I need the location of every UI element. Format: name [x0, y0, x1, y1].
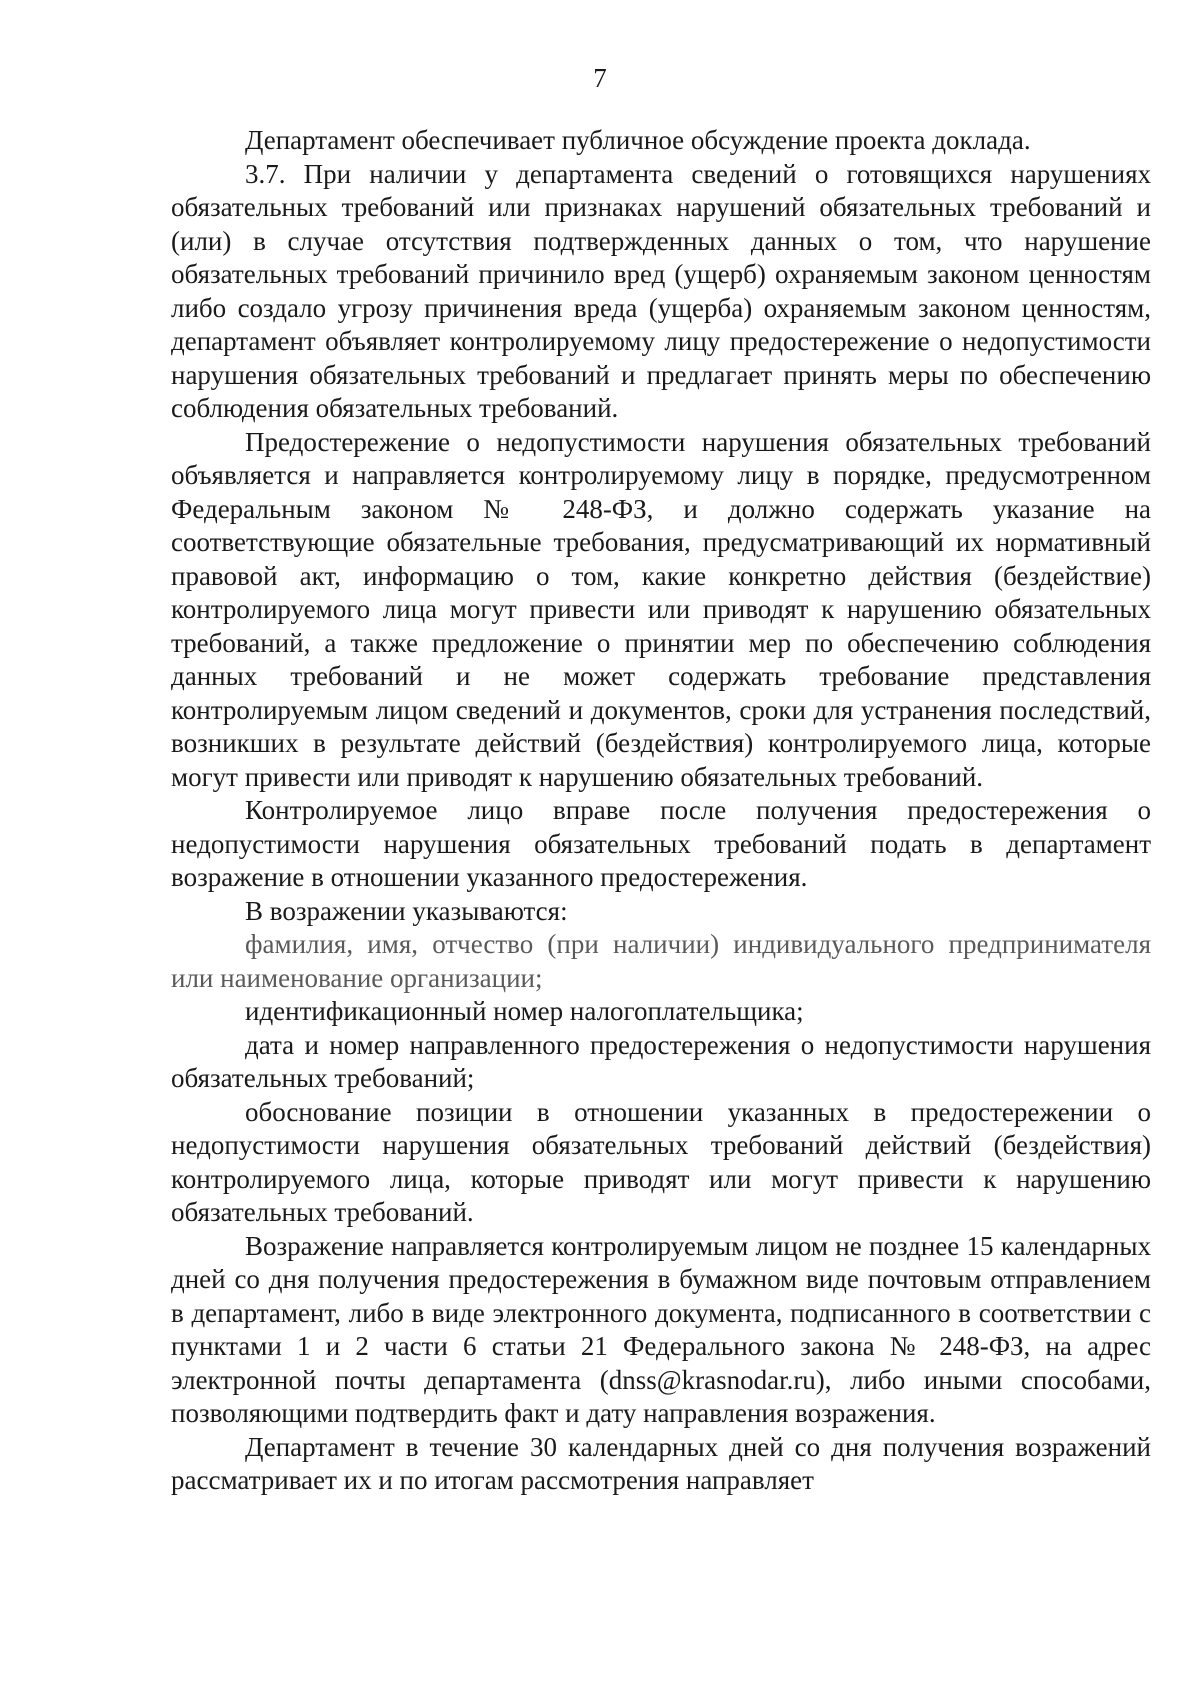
- paragraph-3-7-warning: 3.7. При наличии у департамента сведений о готовящихся нарушениях обязательных требований или признаках нарушений обязательных требований и (или) в случае отсутствия подтвержденных данных о том, что нарушение обязательных требований причинило вред (ущерб) охраняемым законом ценностям либо создало угрозу причинения вреда (ущерба) охраняемым законом ценностям, департамент объявляет контролируемому лицу предостережение о недопустимости нарушения обязательных требований и предлагает принять меры по обеспечению соблюдения обязательных требований.: [171, 158, 1151, 423]
- paragraph-public-discussion: Департамент обеспечивает публичное обсуждение проекта доклада.: [245, 125, 1031, 155]
- paragraph-objection-right: Контролируемое лицо вправе после получения предостережения о недопустимости нарушения обязательных требований подать в департамент возражение в отношении указанного предостережения.: [171, 795, 1151, 892]
- paragraph-objection-review: Департамент в течение 30 календарных дней со дня получения возражений рассматривает их и по итогам рассмотрения направляет: [171, 1431, 1151, 1495]
- paragraph-objection-submission: Возражение направляется контролируемым лицом не позднее 15 календарных дней со дня получения предостережения в бумажном виде почтовым отправлением в департамент, либо в виде электронного документа, подписанного в соответствии с пунктами 1 и 2 части 6 статьи 21 Федерального закона № 248-ФЗ, на адрес электронной почты департамента (dnss@krasnodar.ru), либо иными способами, позволяющими подтвердить факт и дату направления возражения.: [171, 1230, 1151, 1428]
- document-body: [171, 124, 1151, 1498]
- list-item-justification: обоснование позиции в отношении указанных в предостережении о недопустимости нарушения обязательных требований действий (бездействия) контролируемого лица, которые приводят или могут привести к нарушению обязательных требований.: [171, 1096, 1151, 1227]
- paragraph-objection-contents-intro: В возражении указываются:: [245, 895, 568, 926]
- list-item-warning-date-number: дата и номер направленного предостережения о недопустимости нарушения обязательных требований;: [171, 1029, 1151, 1093]
- list-item-inn: идентификационный номер налогоплательщика;: [245, 996, 804, 1026]
- list-item-name: фамилия, имя, отчество (при наличии) индивидуального предпринимателя или наименование организации;: [171, 929, 1151, 993]
- paragraph-warning-content: Предостережение о недопустимости нарушения обязательных требований объявляется и направляется контролируемому лицу в порядке, предусмотренном Федеральным законом № 248-ФЗ, и должно содержать указание на соответствующие обязательные требования, предусматривающий их нормативный правовой акт, информацию о том, какие конкретно действия (бездействие) контролируемого лица могут привести или приводят к нарушению обязательных требований, а также предложение о принятии мер по обеспечению соблюдения данных требований и не может содержать требование представления контролируемым лицом сведений и документов, сроки для устранения последствий, возникших в результате действий (бездействия) контролируемого лица, которые могут привести или приводят к нарушению обязательных требований.: [171, 426, 1151, 792]
- page-number: 7: [593, 63, 607, 93]
